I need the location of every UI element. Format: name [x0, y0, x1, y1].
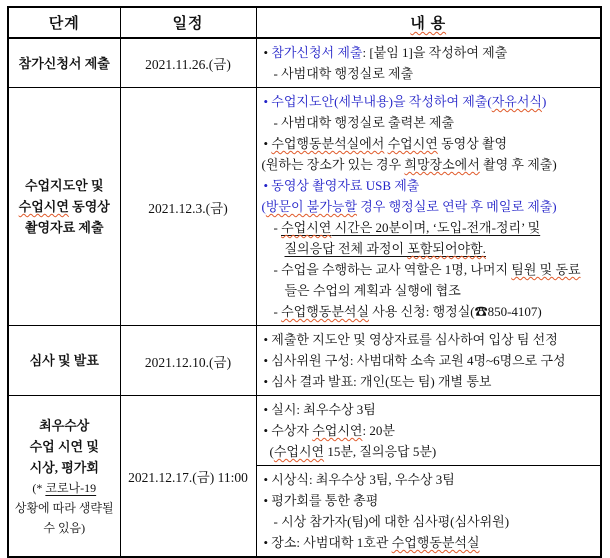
- text-segment: -: [273, 220, 282, 235]
- text-segment: (원하는 장소가 있는 경우: [261, 157, 405, 172]
- text-segment: -: [273, 304, 282, 319]
- text-segment: • 실시: 최우수상 3팀: [263, 402, 376, 417]
- text-segment: 동영상: [68, 199, 110, 214]
- text-segment: ): [541, 94, 547, 109]
- column-header-date: 일정: [120, 7, 256, 38]
- text-segment: • 심사위원 구성: 사범대학 소속 교원 4명~6명으로 구성: [263, 353, 566, 368]
- text-line: [261, 63, 597, 84]
- text-line: [261, 399, 597, 420]
- text-segment: 수업행동분석실에서: [271, 136, 385, 151]
- text-segment: 촬영자료 제출: [24, 220, 104, 235]
- text-line: [261, 91, 597, 112]
- column-header-content-label: 내 용: [410, 16, 447, 32]
- text-segment: (: [269, 444, 274, 459]
- text-line: [261, 154, 597, 175]
- text-segment: 포함되어야함.: [407, 241, 486, 256]
- text-segment: 상황에 따라 생략될: [14, 500, 114, 515]
- text-line: [261, 371, 597, 392]
- text-segment: - 수업을 수행하는 교사 역할은 1명, 나머지: [273, 262, 512, 277]
- text-line: [11, 350, 118, 371]
- text-line: [261, 301, 597, 322]
- text-segment: 시간은 20분이며, ‘도입-전개-정리’ 및: [331, 220, 541, 235]
- content-cell: [256, 396, 601, 466]
- date-cell: 2021.12.3.(금): [120, 88, 256, 326]
- text-line: [261, 441, 597, 462]
- text-segment: - 사범대학 행정실로 제출: [273, 66, 414, 81]
- stage-cell: [8, 396, 120, 558]
- text-segment: 코로나-19: [45, 480, 97, 495]
- text-segment: 수업지도안 및: [24, 178, 104, 193]
- text-segment: 수업행동분석실: [391, 535, 480, 550]
- text-segment: 수업시연: [273, 444, 325, 459]
- text-line: [11, 478, 118, 498]
- text-line: [11, 457, 118, 478]
- stage-cell: [8, 326, 120, 396]
- text-segment: - 사범대학 행정실로 출력본 제출: [273, 115, 455, 130]
- text-line: [261, 259, 597, 280]
- text-line: [261, 217, 597, 238]
- text-line: [261, 280, 597, 301]
- text-line: [11, 436, 118, 457]
- text-line: [261, 196, 597, 217]
- content-cell: [256, 88, 601, 326]
- text-line: [261, 469, 597, 490]
- text-segment: • 수업지도안(세부내용)을 작성하여 제출(: [263, 94, 492, 109]
- text-segment: (*: [32, 480, 46, 495]
- text-line: [261, 350, 597, 371]
- text-segment: 15분, 질의응답 5분): [324, 444, 437, 459]
- text-line: [261, 238, 597, 259]
- column-header-content: [256, 7, 601, 38]
- text-line: [11, 53, 118, 74]
- text-segment: • 동영상 촬영자료 USB 제출: [263, 178, 420, 193]
- column-header-stage: 단계: [8, 7, 120, 38]
- text-segment: • 시상식: 최우수상 3팀, 우수상 3팀: [263, 472, 455, 487]
- content-cell: [256, 466, 601, 558]
- text-line: [261, 420, 597, 441]
- date-cell: 2021.12.10.(금): [120, 326, 256, 396]
- text-segment: 팀원 및 동료: [511, 262, 581, 277]
- text-line: [11, 175, 118, 196]
- text-segment: 수업시연: [312, 423, 363, 438]
- text-line: [11, 415, 118, 436]
- text-segment: •: [263, 136, 272, 151]
- text-line: [261, 112, 597, 133]
- text-line: [261, 329, 597, 350]
- stage-cell: [8, 88, 120, 326]
- text-segment: 동영상 촬영: [437, 136, 508, 151]
- date-cell: 2021.12.17.(금) 11:00: [120, 396, 256, 558]
- text-segment: • 수상자: [263, 423, 313, 438]
- text-segment: • 평가회를 통한 총평: [263, 493, 379, 508]
- header-row: [8, 7, 601, 38]
- text-segment: • 제출한 지도안 및 영상자료를 심사하여 입상 팀 선정: [263, 332, 558, 347]
- text-line: [261, 490, 597, 511]
- text-segment: 최우수상: [39, 417, 90, 433]
- content-cell: [256, 38, 601, 88]
- stage-cell: [8, 38, 120, 88]
- text-segment: : [붙임 1]을 작성하여 제출: [362, 45, 508, 60]
- text-segment: 들은 수업의 계획과 실행에 협조: [284, 283, 461, 298]
- text-segment: 시상, 평가회: [29, 459, 99, 475]
- text-segment: 촬영 후 제출): [479, 157, 557, 172]
- text-segment: (: [261, 199, 266, 214]
- text-segment: 수 있음): [43, 520, 86, 535]
- table-row: [8, 326, 601, 396]
- text-line: [11, 498, 118, 518]
- text-segment: 수업 시연 및: [29, 438, 99, 454]
- text-segment: 참가신청서 제출: [18, 55, 110, 71]
- text-line: [261, 42, 597, 63]
- date-cell: 2021.11.26.(금): [120, 38, 256, 88]
- schedule-table: [7, 6, 602, 558]
- text-line: [261, 532, 597, 553]
- text-segment: • 장소: 사범대학 1호관: [263, 535, 392, 550]
- text-segment: •: [263, 45, 272, 60]
- content-cell: [256, 326, 601, 396]
- text-segment: 수업시연: [281, 220, 332, 235]
- text-segment: • 심사 결과 발표: 개인(또는 팀) 개별 통보: [263, 374, 492, 389]
- text-line: [261, 511, 597, 532]
- table-row: [8, 396, 601, 466]
- text-segment: 수업시연: [18, 199, 69, 214]
- table-body: [8, 38, 601, 557]
- text-segment: 수업행동분석실: [281, 304, 369, 319]
- text-line: [11, 196, 118, 217]
- text-segment: 희망장소에서: [404, 157, 480, 172]
- text-line: [261, 133, 597, 154]
- text-segment: 자유서식: [491, 94, 542, 109]
- text-line: [11, 518, 118, 538]
- text-line: [11, 217, 118, 238]
- text-segment: - 시상 참가자(팀)에 대한 심사평(심사위원): [273, 514, 510, 529]
- text-segment: 심사 및 발표: [29, 353, 99, 368]
- text-segment: 사용 신청: 행정실(☎850-4107): [369, 304, 542, 319]
- text-segment: 경우 행정실로 연락 후 메일로 제출): [357, 199, 557, 214]
- text-segment: : 20분: [362, 423, 395, 438]
- text-segment: 질의응답 전체 과정이: [284, 241, 408, 256]
- text-line: [261, 175, 597, 196]
- table-row: [8, 38, 601, 88]
- text-segment: 참가신청서 제출: [271, 45, 363, 60]
- text-segment: 방문이 불가능할: [265, 199, 357, 214]
- table-row: [8, 88, 601, 326]
- text-segment: 수업시연: [387, 136, 438, 151]
